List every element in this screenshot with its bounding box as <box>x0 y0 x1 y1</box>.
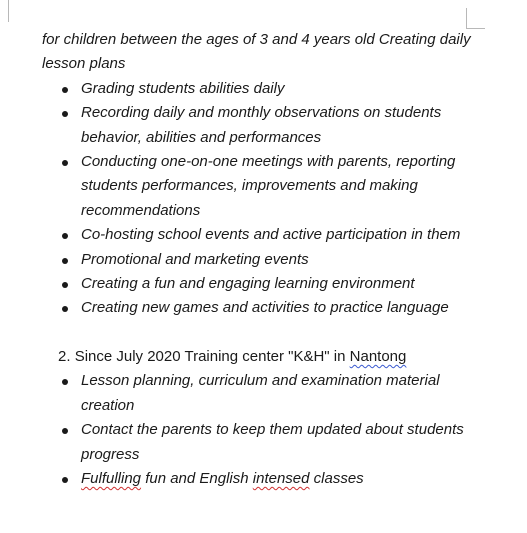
bullet-dot-icon <box>62 282 68 288</box>
list-item <box>42 467 482 491</box>
list-item <box>42 223 482 247</box>
list-item-text: Grading students abilities daily <box>81 79 285 97</box>
left-margin-mark <box>0 0 9 22</box>
paragraph-spacer <box>42 321 482 345</box>
list-item-text: Contact the parents to keep them updated about students progress <box>81 421 464 463</box>
list-item-text: Promotional and marketing events <box>81 250 309 268</box>
section2-text: Since July 2020 Training center "K&H" in <box>74 347 350 365</box>
section2-bullet-list <box>42 369 482 491</box>
bullet-dot-icon <box>62 428 68 434</box>
section1-bullet-list <box>42 77 482 321</box>
list-item-text: Recording daily and monthly observations on students behavior, abilities and performances <box>81 104 442 146</box>
bullet-dot-icon <box>62 477 68 483</box>
list-item-text: Creating new games and activities to practice language <box>81 299 449 317</box>
list-item <box>42 150 482 223</box>
list-item <box>42 296 482 320</box>
bullet-dot-icon <box>62 258 68 264</box>
bullet-dot-icon <box>62 160 68 166</box>
bullet-dot-icon <box>62 87 68 93</box>
list-item-text: Conducting one-on-one meetings with parents, reporting students performances, improvements and making recommendations <box>81 153 456 219</box>
list-item-text: Co-hosting school events and active participation in them <box>81 226 461 244</box>
list-item <box>42 418 482 467</box>
intro-paragraph: for children between the ages of 3 and 4 years old Creating daily lesson plans <box>42 31 471 73</box>
list-item-text: Creating a fun and engaging learning environment <box>81 275 415 293</box>
document-body[interactable] <box>42 28 482 491</box>
bullet-dot-icon <box>62 306 68 312</box>
list-item <box>42 248 482 272</box>
right-margin-mark <box>466 8 485 29</box>
list-item <box>42 369 482 418</box>
list-item-text: fun and English <box>141 469 253 487</box>
section2-city: Nantong <box>349 347 407 365</box>
misspelled-word: intensed <box>252 469 310 487</box>
section2-number: 2. <box>58 347 71 365</box>
list-item <box>42 101 482 150</box>
list-item-text: classes <box>309 469 364 487</box>
section2-heading <box>42 345 482 369</box>
misspelled-word: Fulfulling <box>81 469 142 487</box>
list-item <box>42 272 482 296</box>
list-item <box>42 77 482 101</box>
bullet-dot-icon <box>62 379 68 385</box>
list-item-text: Lesson planning, curriculum and examination material creation <box>81 372 440 414</box>
bullet-dot-icon <box>62 111 68 117</box>
bullet-dot-icon <box>62 233 68 239</box>
